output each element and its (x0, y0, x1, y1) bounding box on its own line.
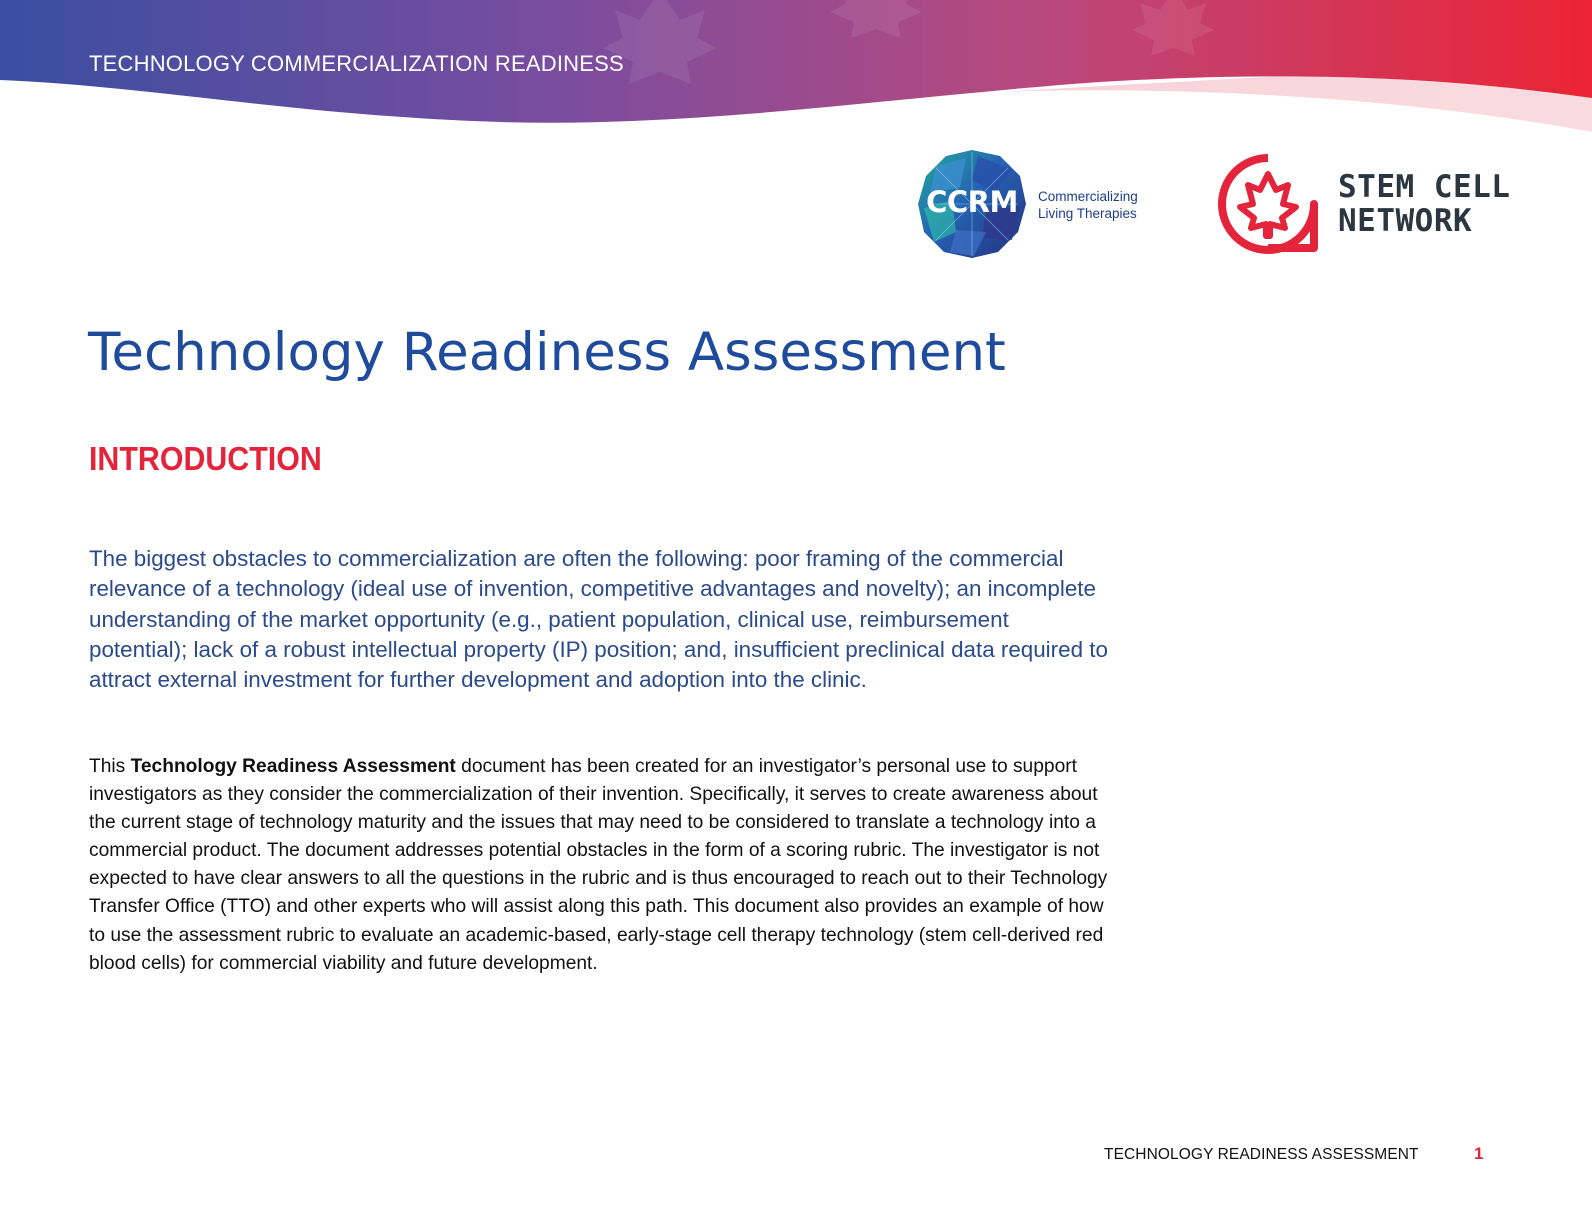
footer-label: TECHNOLOGY READINESS ASSESSMENT (1104, 1146, 1419, 1163)
body-bold-term: Technology Readiness Assessment (130, 756, 456, 777)
stem-cell-network-logo (1216, 152, 1516, 256)
ccrm-tagline-line1: Commercializing (1038, 189, 1138, 204)
section-heading-introduction: INTRODUCTION (89, 440, 322, 477)
stem-cell-network-wordmark (1338, 170, 1510, 238)
scn-line2: NETWORK (1338, 203, 1473, 239)
page-title: Technology Readiness Assessment (88, 322, 1006, 383)
banner-title: TECHNOLOGY COMMERCIALIZATION READINESS (89, 51, 624, 76)
body-paragraph (89, 753, 1119, 978)
ccrm-tagline (1038, 188, 1138, 222)
lead-paragraph: The biggest obstacles to commercialization are often the following: poor framing of the commercial relevance of a technology (ideal use of invention, competitive advantages and novelty); an incomplete understanding of the market opportunity (e.g., patient population, clinical use, reimbursement potential); lack of a robust intellectual property (IP) position; and, insufficient preclinical data required to attract external investment for further development and adoption into the clinic. (89, 546, 1108, 693)
ccrm-logo (916, 148, 1136, 260)
ccrm-tagline-line2: Living Therapies (1038, 206, 1137, 221)
body-rest: document has been created for an investigator’s personal use to support investigators as they consider the commercialization of their invention. Specifically, it serves to create awareness about the current stage of technology maturity and the issues that may need to be considered to translate a technology into a commercial product. The document addresses potential obstacles in the form of a scoring rubric. The investigator is not expected to have clear answers to all the questions in the rubric and is thus encouraged to reach out to their Technology Transfer Office (TTO) and other experts who will assist along this path. This document also provides an example of how to use the assessment rubric to evaluate an academic-based, early-stage cell therapy technology (stem cell-derived red blood cells) for commercial viability and future development. (89, 756, 1108, 974)
body-prefix: This (89, 756, 131, 777)
header-banner (0, 0, 1592, 140)
page-number: 1 (1474, 1144, 1484, 1163)
scn-line1: STEM CELL (1338, 169, 1511, 205)
ccrm-wordmark: CCRM (926, 185, 1018, 219)
maple-leaf-ring-icon (1216, 152, 1320, 256)
